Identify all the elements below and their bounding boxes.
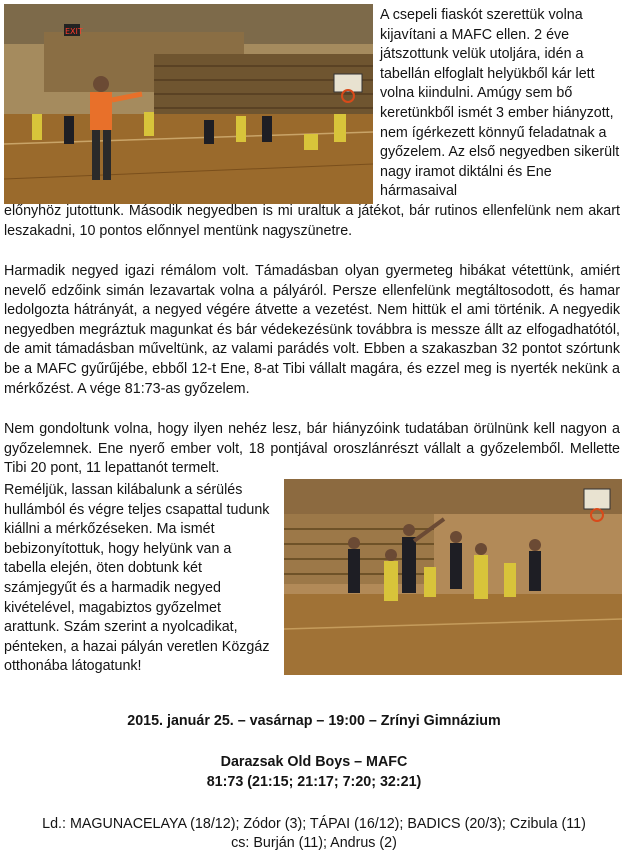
exit-sign: EXIT (65, 27, 83, 36)
match-info-line: 2015. január 25. – vasárnap – 19:00 – Zrínyi Gimnázium (127, 713, 501, 729)
match-score: 81:73 (21:15; 21:17; 7:20; 32:21) (206, 774, 422, 790)
article-intro-paragraph: A csepeli fiaskót szerettük volna kijavítani a MAFC ellen. 2 éve játszottunk velük utoljára, idén a tabellán elfoglalt helyükből kár lett volna kiindulni. Amúgy sem bő keretünkből ismét 3 ember hiányzott, nem ígérkezett könnyű feladatnak a győzelem. Az első negyedben sikerült nagy iramot diktálni és Ene hármasaival (380, 7, 620, 200)
article-paragraph-4: Reméljük, lassan kilábalunk a sérülés hullámból és végre teljes csapattal tudunk kiállni a mérkőzéseken. Ma ismét bebizonyítottuk, hogy helyünk van a tabella elején, öten dobtunk két számjegyűt és a harmadik negyed kivételével, magabiztos győzelmet arattunk. Szám szerint a nyolcadikat, pénteken, a hazai pályán veretlen Közgáz otthonába látogatunk! (4, 482, 270, 675)
match-teams: Darazsak Old Boys – MAFC (220, 754, 408, 770)
roster-bench: cs: Burján (11); Andrus (2) (231, 835, 397, 851)
roster-starters: Ld.: MAGUNACELAYA (18/12); Zódor (3); TÁPAI (16/12); BADICS (20/3); Czibula (11) (42, 816, 586, 832)
game-photo-bottom (284, 479, 622, 675)
article-paragraph-2: Harmadik negyed igazi rémálom volt. Támadásban olyan gyermeteg hibákat vétettünk, amiért nevelő edzőink simán lezavartak volna a pályáról. Persze ellenfelünk megtáltosodott, és hamar ledolgozta hátrányát, a negyed végére átvette a vezetést. Nem hittük el ami történik. A negyedik negyedben megráztuk magunkat és bár védekezésünk továbbra is messze állt az elfogadhatótól, de amit támadásban műveltünk, az valami parádés volt. Ebben a szakaszban 32 pontot szórtunk be a MAFC gyűrűjébe, ebből 12-t Ene, 8-at Tibi vállalt magára, és ezzel meg is nyerték nekünk a mérkőzést. A vége 81:73-as győzelem. (4, 263, 620, 397)
article-paragraph-3: Nem gondoltunk volna, hogy ilyen nehéz lesz, bár hiányzóink tudatában örülnünk kell nagyon a győzelemnek. Ene nyerő ember volt, 18 pontjával oroszlánrészt vállalt a győzelemből. Mellette Tibi 20 pont, 11 lepattanót termelt. (4, 421, 620, 477)
basketball-game-image (284, 479, 622, 675)
article-paragraph-1: előnyhöz jutottunk. Második negyedben is mi uraltuk a játékot, bár rutinos ellenfelünk nem akart leszakadni, 10 pontos előnnyel mentünk nagyszünetre. (4, 203, 620, 239)
basketball-game-image (4, 4, 373, 204)
game-photo-top (4, 4, 373, 204)
